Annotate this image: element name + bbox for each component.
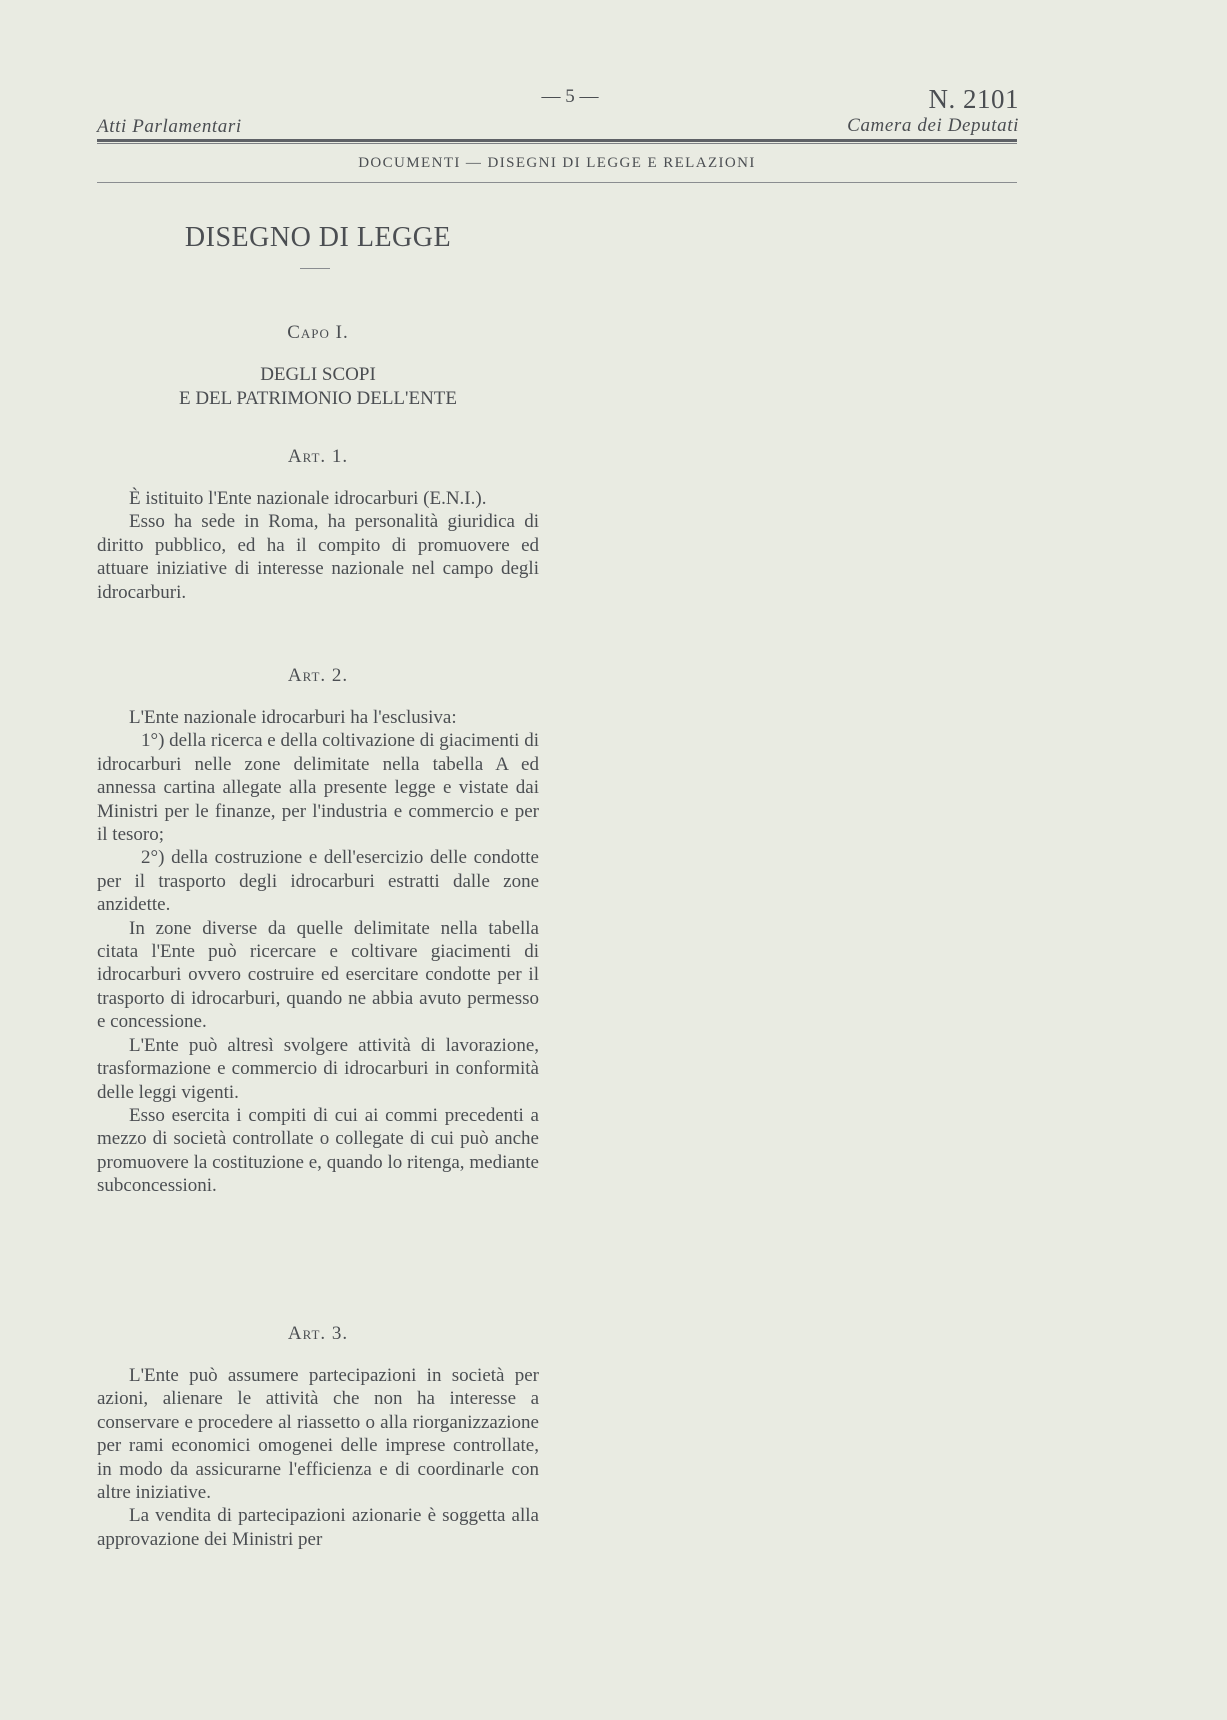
article-1-text [97,487,539,604]
document-title: DISEGNO DI LEGGE [184,222,452,253]
section-rule [97,182,1017,183]
paragraph: La vendita di partecipazioni azionarie è soggetta alla approvazione dei Ministri per [97,1505,539,1550]
article-3-label: Art. 3. [287,1323,349,1344]
chapter-heading-line2: E DEL PATRIMONIO DELL'ENTE [178,388,457,409]
chapter-label: Capo I. [287,322,349,343]
paragraph: In zone diverse da quelle delimitate nella tabella citata l'Ente può ricercare e coltivare giacimenti di idrocarburi ovvero costruire ed esercitare condotte per il trasporto di idrocarburi, quando ne abbia avuto permesso e concessione. [97,917,539,1033]
paragraph: Esso ha sede in Roma, ha personalità giuridica di diritto pubblico, ed ha il compito di promuovere ed attuare iniziative di interesse nazionale nel campo degli idrocarburi. [97,511,539,603]
article-2-text [97,706,539,1198]
paragraph: L'Ente nazionale idrocarburi ha l'esclusiva: [129,707,457,728]
header-right-title: Camera dei Deputati [847,115,1019,136]
paragraph: Esso esercita i compiti di cui ai commi precedenti a mezzo di società controllate o collegate di cui può anche promuovere la costituzione e, quando lo ritenga, mediante subconcessioni. [97,1104,539,1197]
paragraph: L'Ente può altresì svolgere attività di lavorazione, trasformazione e commercio di idrocarburi in conformità delle leggi vigenti. [97,1034,539,1103]
article-3-text [97,1364,539,1551]
article-2-label: Art. 2. [287,665,349,686]
page-number: — 5 — [541,86,599,107]
paragraph: L'Ente può assumere partecipazioni in società per azioni, alienare le attività che non ha interesse a conservare e procedere al riassetto o alla riorganizzazione per rami economici omogenei delle imprese controllate, in modo da assicurarne l'efficienza e di coordinarle con altre iniziative. [97,1365,539,1504]
chapter-heading-line1: DEGLI SCOPI [260,364,376,385]
paragraph: È istituito l'Ente nazionale idrocarburi (E.N.I.). [129,488,487,509]
document-number: N. 2101 [928,84,1019,114]
article-1-label: Art. 1. [287,446,349,467]
paragraph: 2°) della costruzione e dell'esercizio delle condotte per il trasporto degli idrocarburi estratti dalle zone anzidette. [97,847,539,916]
section-header: DOCUMENTI — DISEGNI DI LEGGE E RELAZIONI [358,155,756,171]
title-divider [300,268,330,269]
header-rule [97,139,1017,144]
paragraph: 1°) della ricerca e della coltivazione di giacimenti di idrocarburi nelle zone delimitate nella tabella A ed annessa cartina allegate alla presente legge e vistate dai Ministri per le finanze, per l'industria e commercio e per il tesoro; [97,730,539,846]
header-left-title: Atti Parlamentari [97,116,242,137]
